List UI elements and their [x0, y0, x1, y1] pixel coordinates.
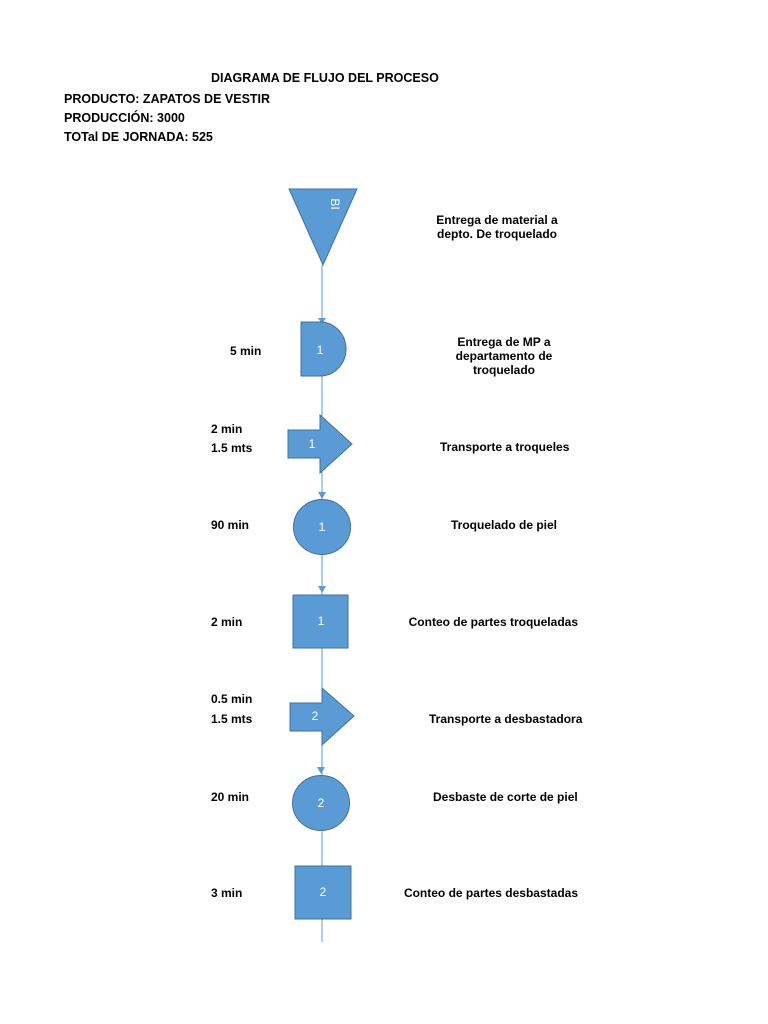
arrowhead	[318, 586, 326, 593]
storage-label: BI	[328, 198, 342, 210]
step-time: 0.5 min	[211, 692, 253, 706]
diagram-title: DIAGRAMA DE FLUJO DEL PROCESO	[211, 71, 439, 85]
step-time: 20 min	[211, 790, 250, 804]
step-time: 90 min	[211, 518, 250, 532]
operation-circle	[293, 776, 350, 831]
arrowhead	[317, 767, 325, 774]
delay-d-shape	[301, 322, 346, 376]
inspection-label: 1	[317, 614, 325, 628]
arrowhead	[318, 492, 326, 499]
inspection-label: 2	[319, 885, 327, 899]
transport-arrow	[290, 688, 354, 745]
transport-arrow	[288, 415, 352, 473]
step-distance: 1.5 mts	[211, 712, 253, 726]
step-time: 3 min	[211, 886, 243, 900]
step-description: Conteo de partes troqueladas	[408, 615, 578, 629]
product-label: PRODUCTO: ZAPATOS DE VESTIR	[64, 92, 271, 106]
operation-label: 2	[317, 796, 325, 810]
step-description: Entrega de material a depto. De troquelado	[436, 213, 558, 241]
step-description: Transporte a desbastadora	[429, 712, 583, 726]
step-time: 5 min	[230, 344, 262, 358]
step-description: Conteo de partes desbastadas	[403, 886, 578, 900]
storage-triangle	[289, 189, 357, 265]
transport-label: 1	[308, 437, 316, 451]
workday-label: TOTal DE JORNADA: 525	[64, 130, 213, 144]
step-description: Troquelado de piel	[451, 518, 558, 532]
step-time: 2 min	[211, 422, 243, 436]
step-description: Transporte a troqueles	[440, 440, 570, 454]
transport-label: 2	[311, 709, 319, 723]
inspection-square	[295, 866, 351, 919]
delay-label: 1	[316, 343, 324, 357]
step-description: Entrega de MP a departamento de troquelado	[455, 335, 553, 377]
operation-label: 1	[318, 520, 326, 534]
step-time: 2 min	[211, 615, 243, 629]
operation-circle	[294, 500, 351, 555]
inspection-square	[293, 595, 348, 648]
step-description: Desbaste de corte de piel	[433, 790, 578, 804]
production-label: PRODUCCIÓN: 3000	[64, 111, 185, 125]
step-distance: 1.5 mts	[211, 441, 253, 455]
